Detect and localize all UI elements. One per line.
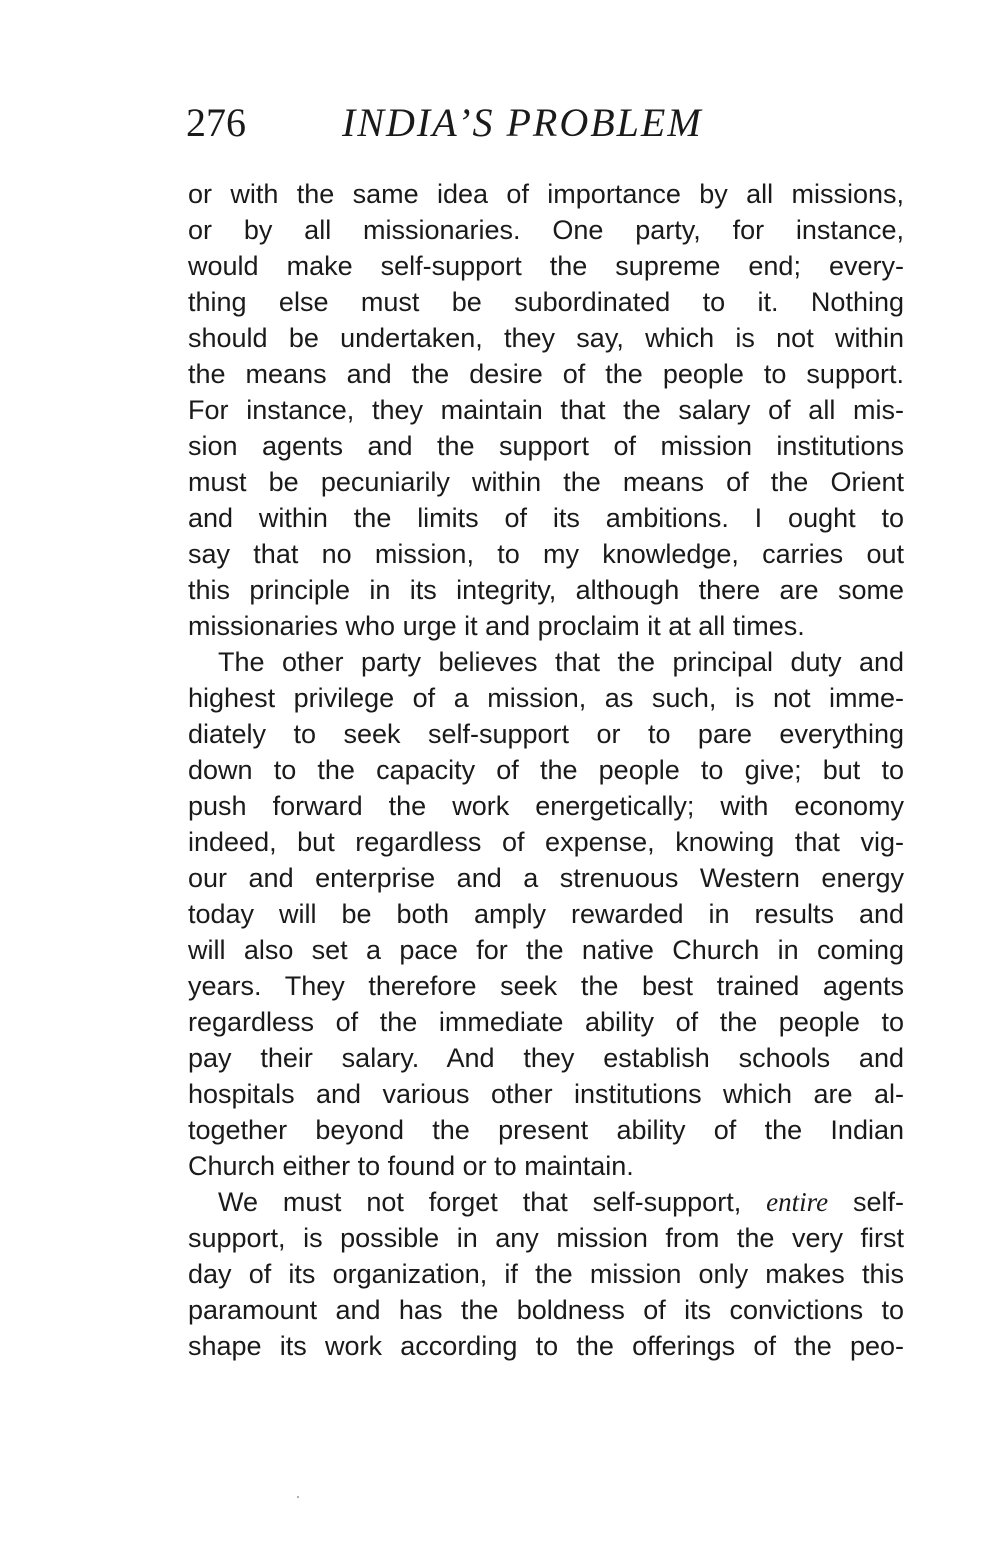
- body-text: [188, 176, 904, 1364]
- text-line-with-emphasis: [188, 1184, 904, 1220]
- text-line: day of its organization, if the mission only makes this: [188, 1259, 904, 1289]
- text-line: together beyond the present ability of the Indian: [188, 1115, 904, 1145]
- running-title: INDIA’S PROBLEM: [342, 100, 703, 145]
- text-line: or with the same idea of importance by all missions,: [188, 179, 904, 209]
- paragraph-1: [188, 176, 904, 644]
- paragraph-2: [188, 644, 904, 1184]
- text-line: and within the limits of its ambitions. I ought to: [188, 503, 904, 533]
- text-line: or by all missionaries. One party, for instance,: [188, 215, 904, 245]
- text-line: sion agents and the support of mission institutions: [188, 431, 904, 461]
- emphasis-text: entire: [766, 1187, 829, 1217]
- text-line: pay their salary. And they establish schools and: [188, 1043, 904, 1073]
- text-line: will also set a pace for the native Church in coming: [188, 935, 904, 965]
- text-line: support, is possible in any mission from the very first: [188, 1223, 904, 1253]
- paper-speck: [297, 1496, 299, 1498]
- text-run: self-: [828, 1187, 904, 1217]
- paragraph-3: [188, 1184, 904, 1364]
- text-line: For instance, they maintain that the salary of all mis-: [188, 395, 904, 425]
- text-line: the means and the desire of the people to support.: [188, 359, 904, 389]
- text-line: The other party believes that the principal duty and: [218, 647, 904, 677]
- text-line: regardless of the immediate ability of the people to: [188, 1007, 904, 1037]
- text-line: today will be both amply rewarded in results and: [188, 899, 904, 929]
- text-line: should be undertaken, they say, which is not within: [188, 323, 904, 353]
- text-line: thing else must be subordinated to it. Nothing: [188, 287, 904, 317]
- text-line: say that no mission, to my knowledge, carries out: [188, 539, 904, 569]
- text-line: paramount and has the boldness of its convictions to: [188, 1295, 904, 1325]
- text-line: must be pecuniarily within the means of the Orient: [188, 467, 904, 497]
- text-line: years. They therefore seek the best trained agents: [188, 971, 904, 1001]
- text-line: our and enterprise and a strenuous Western energy: [188, 863, 904, 893]
- text-line: this principle in its integrity, although there are some: [188, 575, 904, 605]
- text-line: shape its work according to the offerings of the peo-: [188, 1331, 904, 1361]
- text-line: diately to seek self-support or to pare everything: [188, 719, 904, 749]
- text-line: down to the capacity of the people to give; but to: [188, 755, 904, 785]
- text-line: Church either to found or to maintain.: [188, 1151, 634, 1181]
- text-line: missionaries who urge it and proclaim it at all times.: [188, 611, 805, 641]
- text-line: highest privilege of a mission, as such, is not imme-: [188, 683, 904, 713]
- text-line: would make self-support the supreme end; every-: [188, 251, 904, 281]
- text-line: push forward the work energetically; with economy: [188, 791, 904, 821]
- text-run: We must not forget that self-support,: [218, 1187, 767, 1217]
- page-header: [186, 96, 906, 150]
- text-line: indeed, but regardless of expense, knowing that vig-: [188, 827, 904, 857]
- page-number: 276: [186, 100, 246, 145]
- text-line: hospitals and various other institutions which are al-: [188, 1079, 904, 1109]
